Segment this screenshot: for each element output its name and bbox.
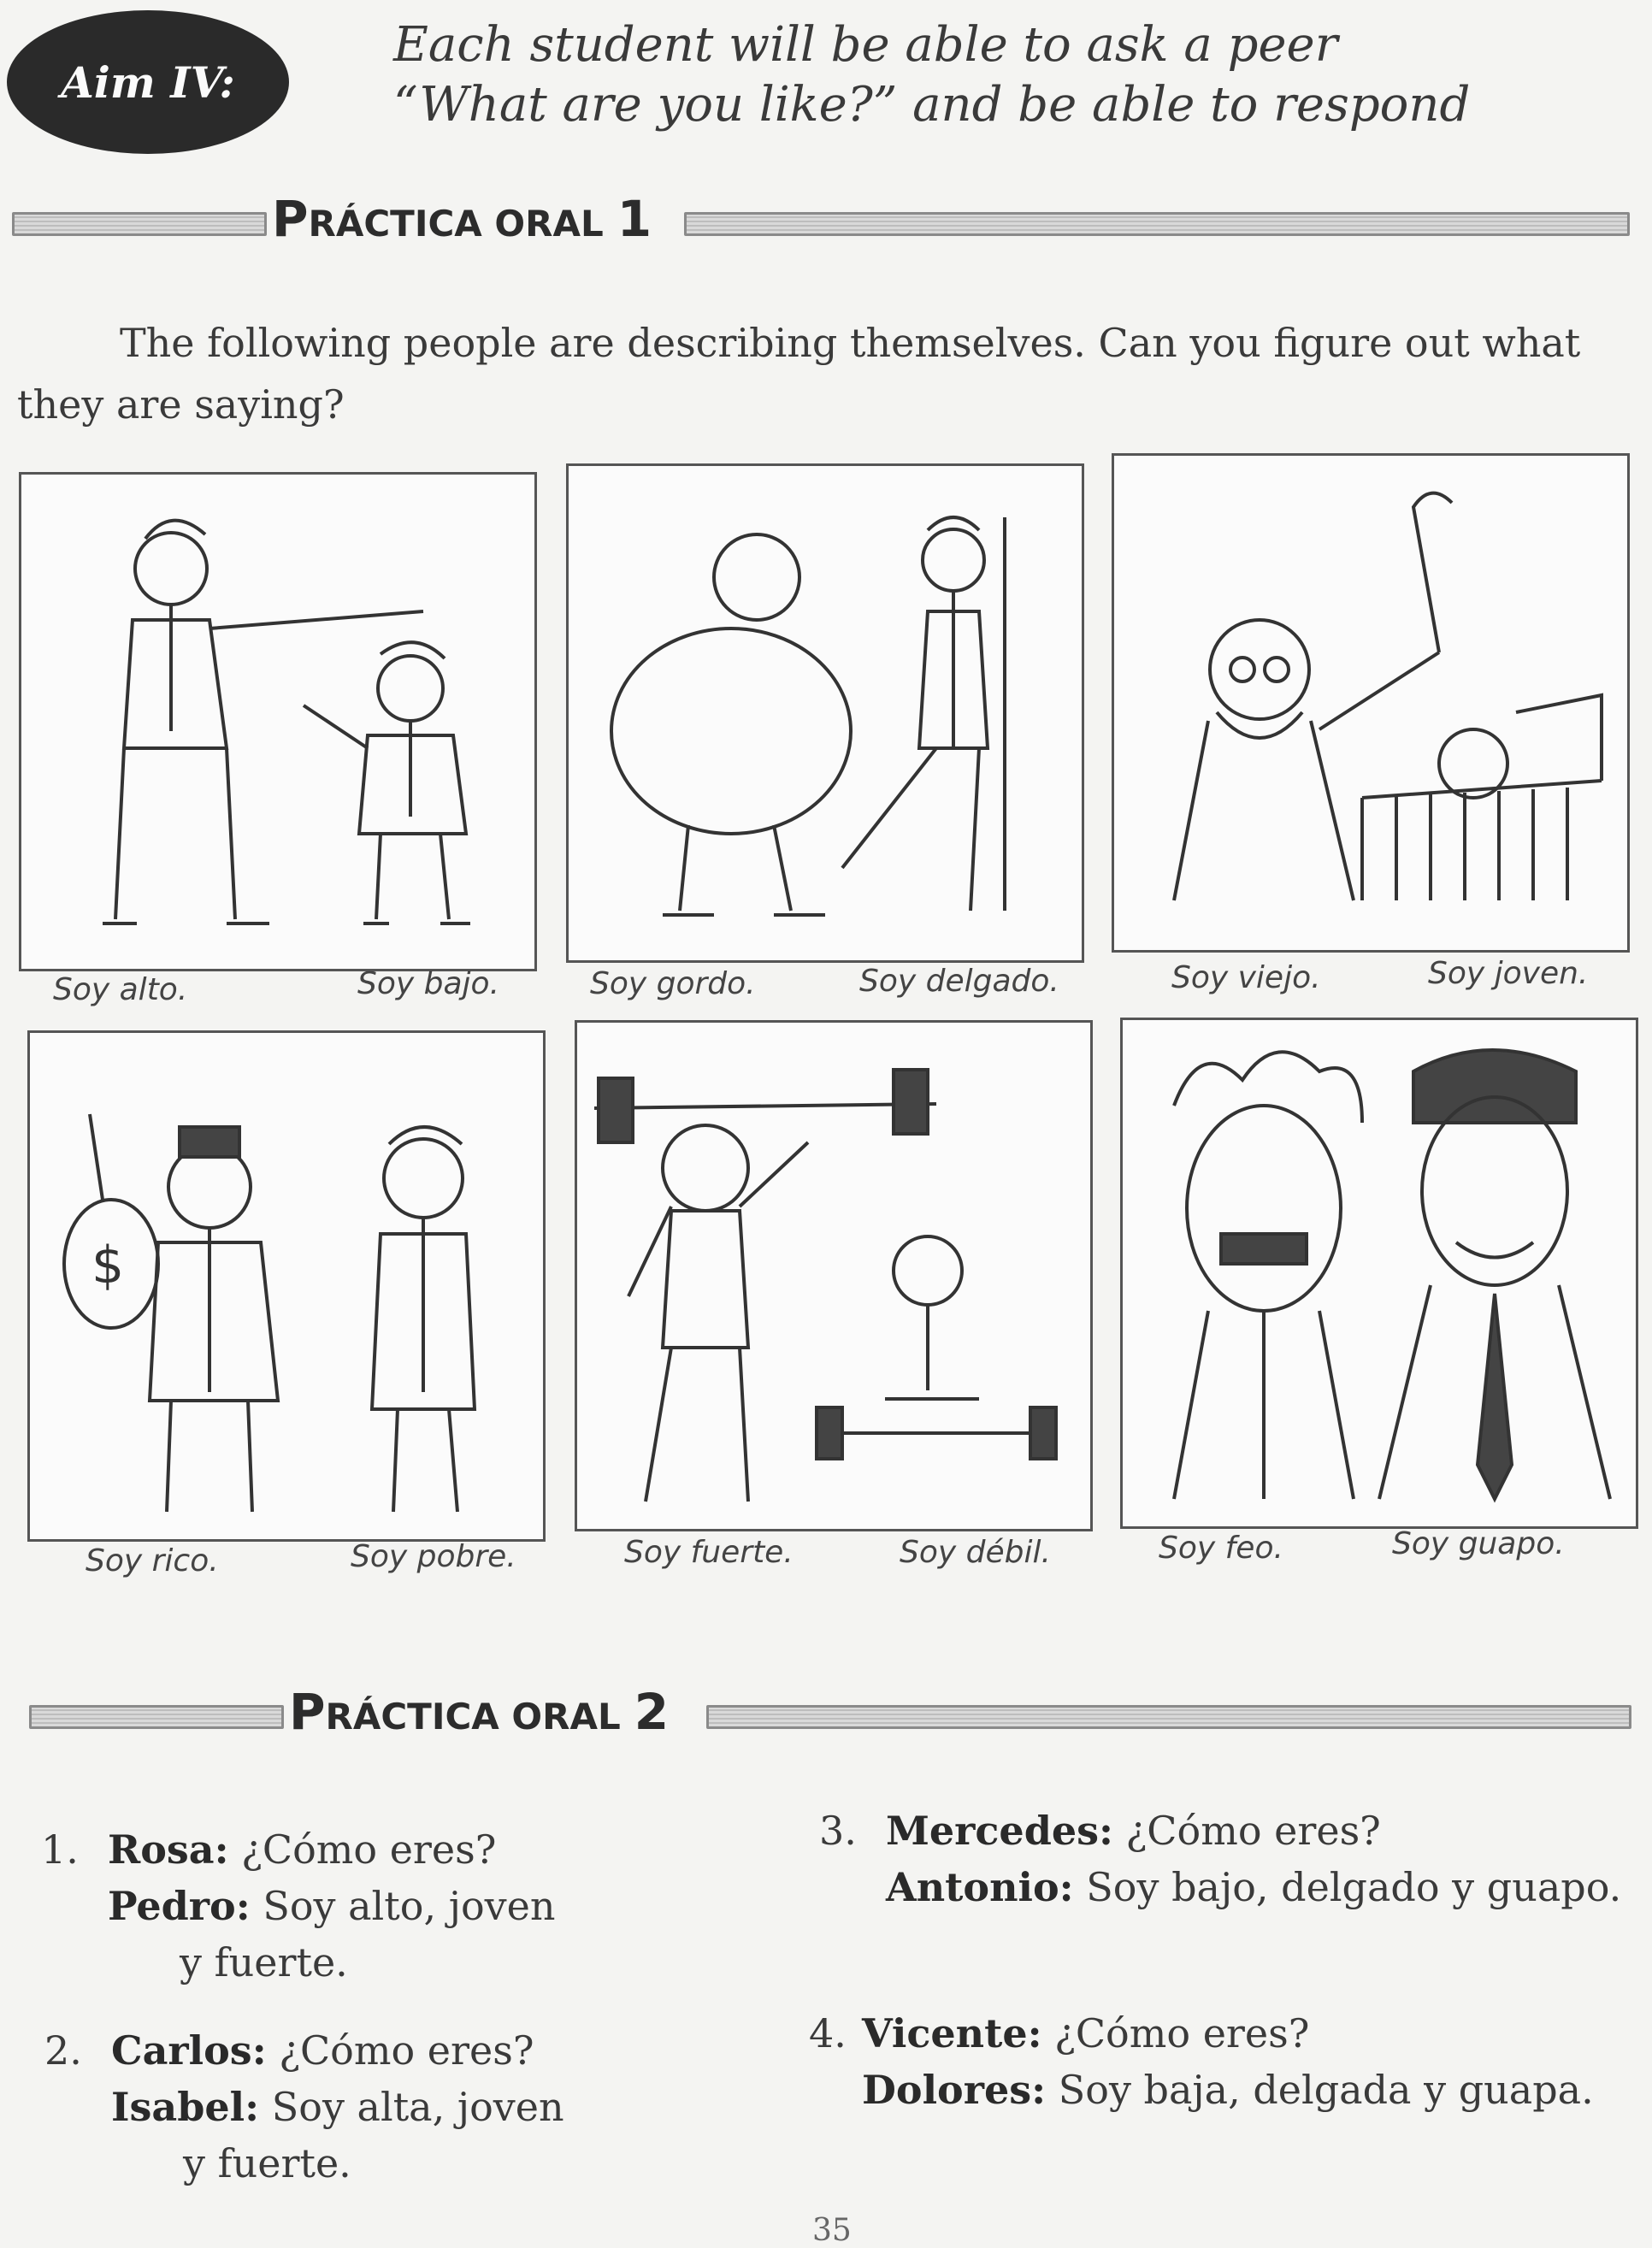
picture-ugly-handsome xyxy=(1120,1018,1638,1529)
question: ¿Cómo eres? xyxy=(279,2027,534,2074)
section-rule-right xyxy=(706,1705,1631,1729)
caption-right: Soy débil. xyxy=(900,1535,1051,1570)
question: ¿Cómo eres? xyxy=(1125,1808,1381,1854)
answer: Soy bajo, delgado y guapo. xyxy=(1086,1864,1622,1910)
caption-left: Soy fuerte. xyxy=(624,1535,794,1570)
section-title-rest: RÁCTICA ORAL xyxy=(308,203,604,245)
section-title-2 xyxy=(289,1683,669,1741)
speaker-2: Antonio: xyxy=(886,1864,1074,1910)
answer-continued: y fuerte. xyxy=(180,1939,348,1985)
aim-statement xyxy=(393,15,1625,135)
section-rule-right xyxy=(684,212,1630,236)
dialogue-number: 2. xyxy=(44,2027,82,2074)
aim-badge-label: Aim IV: xyxy=(61,56,235,108)
caption-left: Soy gordo. xyxy=(590,966,756,1001)
illustration-strong-weak xyxy=(577,1023,1090,1529)
illustration-tall-short xyxy=(21,475,534,969)
speaker-2: Pedro: xyxy=(108,1883,251,1929)
section-header-2 xyxy=(0,1683,1652,1743)
question: ¿Cómo eres? xyxy=(241,1826,497,1873)
picture-rich-poor xyxy=(27,1030,546,1542)
caption-left: Soy rico. xyxy=(86,1543,219,1578)
question: ¿Cómo eres? xyxy=(1054,2010,1310,2056)
caption-right: Soy pobre. xyxy=(351,1539,516,1574)
page-number: 35 xyxy=(812,2213,852,2248)
dialogue-number: 1. xyxy=(41,1826,79,1873)
caption-left: Soy feo. xyxy=(1159,1531,1283,1566)
dialogue-3 xyxy=(819,1803,1638,1915)
answer: Soy alto, joven xyxy=(263,1883,556,1929)
speaker-1: Carlos: xyxy=(111,2027,267,2074)
dialogue-4 xyxy=(809,2005,1631,2118)
caption-left: Soy alto. xyxy=(53,972,188,1007)
caption-right: Soy joven. xyxy=(1428,956,1589,991)
aim-badge xyxy=(7,10,289,154)
speaker-2: Dolores: xyxy=(862,2067,1047,2113)
section-title-cap: P xyxy=(272,190,309,248)
section-title-1 xyxy=(272,190,652,248)
picture-strong-weak xyxy=(575,1020,1093,1531)
answer: Soy alta, joven xyxy=(271,2084,564,2130)
speaker-1: Rosa: xyxy=(108,1826,229,1873)
illustration-fat-thin xyxy=(569,466,1082,960)
aim-line-1: Each student will be able to ask a peer xyxy=(393,17,1338,73)
section-number: 2 xyxy=(634,1683,670,1741)
illustration-old-young xyxy=(1114,456,1627,950)
section-rule-left xyxy=(12,212,267,236)
caption-right: Soy bajo. xyxy=(357,966,500,1001)
picture-tall-short xyxy=(19,472,537,971)
caption-left: Soy viejo. xyxy=(1171,960,1321,995)
picture-fat-thin xyxy=(566,463,1084,963)
caption-right: Soy guapo. xyxy=(1392,1526,1565,1561)
illustration-ugly-handsome xyxy=(1123,1020,1636,1526)
illustration-rich-poor xyxy=(30,1033,543,1539)
picture-old-young xyxy=(1112,453,1630,953)
dialogue-1 xyxy=(41,1821,758,1991)
section-title-rest: RÁCTICA ORAL xyxy=(325,1696,621,1738)
speaker-1: Mercedes: xyxy=(886,1808,1114,1854)
svg-text:$: $ xyxy=(91,1236,125,1295)
speaker-2: Isabel: xyxy=(111,2084,260,2130)
speaker-1: Vicente: xyxy=(862,2010,1042,2056)
aim-line-2: “What are you like?” and be able to respond xyxy=(393,77,1471,133)
intro-paragraph: The following people are describing themselves. Can you figure out what they are saying? xyxy=(17,320,1581,428)
section-title-cap: P xyxy=(289,1683,326,1741)
section-header-1 xyxy=(0,190,1652,250)
caption-right: Soy delgado. xyxy=(859,964,1059,999)
dialogue-2 xyxy=(44,2022,761,2192)
answer: Soy baja, delgada y guapa. xyxy=(1058,2067,1594,2113)
dialogue-number: 3. xyxy=(819,1808,857,1854)
answer-continued: y fuerte. xyxy=(183,2140,351,2186)
section-number: 1 xyxy=(617,190,652,248)
section-rule-left xyxy=(29,1705,284,1729)
dialogue-number: 4. xyxy=(809,2010,847,2056)
